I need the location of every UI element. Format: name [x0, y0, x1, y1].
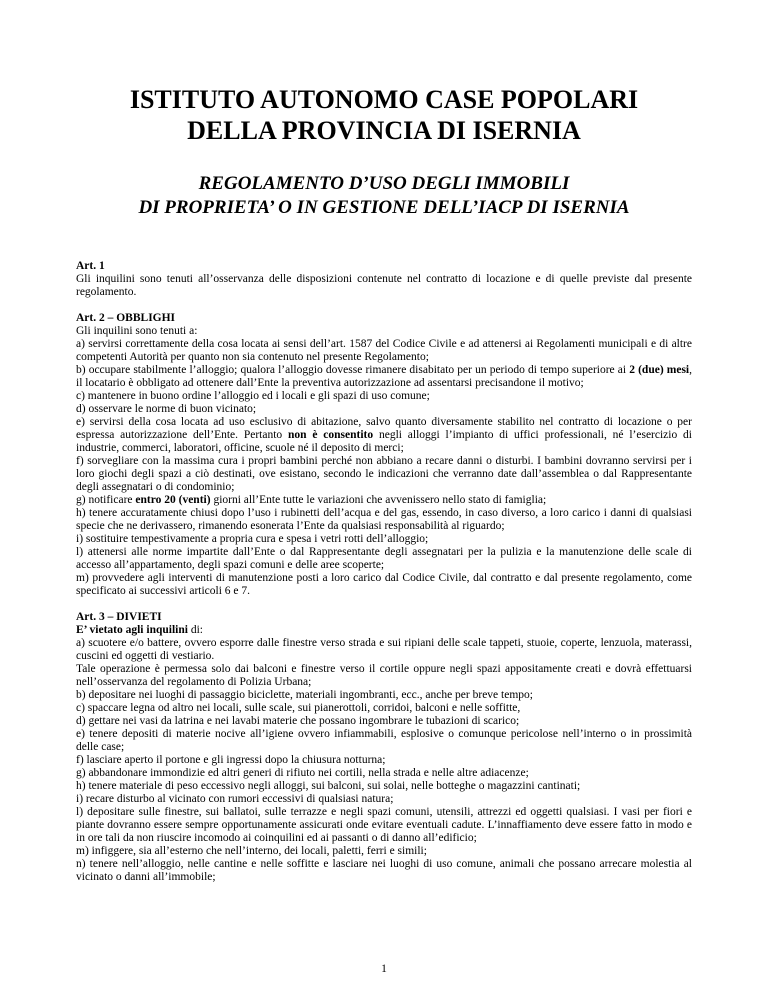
- article-2-item-g: [76, 494, 692, 507]
- article-2-item-h: h) tenere accuratamente chiusi dopo l’uso i rubinetti dell’acqua e del gas, essendo, in caso diverso, a loro carico i danni di qualsiasi specie che ne derivassero, rimanendo esonerata l’Ente da qualsiasi responsabilità al riguardo;: [76, 507, 692, 532]
- article-2-item-d: d) osservare le norme di buon vicinato;: [76, 403, 257, 415]
- document-title: [76, 0, 692, 146]
- article-2-item-e-post: negli alloggi l’impianto di uffici professionali, né l’esercizio di industrie, commerci, laboratori, officine, scuole né il deposito di merci;: [76, 429, 693, 454]
- article-2-item-c: c) mantenere in buono ordine l’alloggio ed i locali e gli spazi di uso comune;: [76, 390, 430, 402]
- article-2-item-b-bold: 2 (due) mesi: [629, 364, 690, 376]
- article-3-item-a-note: Tale operazione è permessa solo dai balconi e finestre verso il cortile oppure negli spazi appositamente creati e dovrà effettuarsi nell’osservanza del regolamento di Polizia Urbana;: [76, 663, 692, 688]
- article-3-item-i: i) recare disturbo al vicinato con rumori eccessivi di qualsiasi natura;: [76, 793, 394, 805]
- article-3-item-m: m) infiggere, sia all’esterno che nell’interno, dei locali, paletti, ferri e simili;: [76, 845, 427, 857]
- article-3: [76, 611, 692, 884]
- article-2-item-b: [76, 364, 692, 390]
- document-subtitle: [76, 146, 692, 220]
- title-line-2: DELLA PROVINCIA DI ISERNIA: [187, 116, 581, 145]
- article-3-item-n: n) tenere nell’alloggio, nelle cantine e nelle soffitte e lasciare nei luoghi di uso comune, animali che possano arrecare molestia al vicinato o danni all’immobile;: [76, 858, 692, 883]
- article-1-heading: Art. 1: [76, 260, 105, 272]
- article-3-heading: Art. 3 – DIVIETI: [76, 611, 162, 623]
- article-2-item-e-pre: e) servirsi della cosa locata ad uso esclusivo di abitazione, salvo quanto diversamente stabilito nel contratto di locazione o per espressa autorizzazione dell’Ente. Pertanto: [76, 416, 692, 441]
- article-2-item-b-pre: b) occupare stabilmente l’alloggio; qualora l’alloggio dovesse rimanere disabitato per un periodo di tempo superiore ai: [76, 364, 627, 376]
- article-3-item-a: a) scuotere e/o battere, ovvero esporre dalle finestre verso strada e sui ripiani delle scale tappeti, stuoie, coperte, lenzuola, materassi, cuscini ed oggetti di vestiario.: [76, 637, 692, 662]
- article-2-item-g-pre: g) notificare: [76, 494, 133, 506]
- article-2: [76, 312, 692, 598]
- article-3-item-h: h) tenere materiale di peso eccessivo negli alloggi, sui balconi, sui solai, nelle botteghe o magazzini cantinati;: [76, 780, 581, 792]
- article-2-intro: Gli inquilini sono tenuti a:: [76, 325, 198, 337]
- article-2-item-l: l) attenersi alle norme impartite dall’Ente o dal Rappresentante degli assegnatari per la pulizia e la manutenzione delle scale di accesso all’appartamento, degli spazi comuni e delle aree scoperte;: [76, 546, 692, 571]
- article-2-item-b-post: , il locatario è obbligato ad ottenere dall’Ente la preventiva autorizzazione ad assentarsi precisandone il motivo;: [76, 364, 692, 389]
- article-2-item-g-bold: entro 20 (venti): [135, 494, 211, 506]
- article-1-text: Gli inquilini sono tenuti all’osservanza delle disposizioni contenute nel contratto di locazione e di quelle previste dal presente regolamento.: [76, 273, 692, 298]
- article-3-intro-post: di:: [190, 624, 203, 636]
- article-2-heading: Art. 2 – OBBLIGHI: [76, 312, 176, 324]
- article-3-item-f: f) lasciare aperto il portone e gli ingressi dopo la chiusura notturna;: [76, 754, 386, 766]
- article-2-item-i: i) sostituire tempestivamente a propria cura e spesa i vetri rotti dell’alloggio;: [76, 533, 429, 545]
- article-3-intro: [76, 624, 692, 637]
- article-2-item-g-post: giorni all’Ente tutte le variazioni che avvenissero nello stato di famiglia;: [213, 494, 547, 506]
- title-line-1: ISTITUTO AUTONOMO CASE POPOLARI: [129, 85, 639, 114]
- article-3-intro-bold: E’ vietato agli inquilini: [76, 624, 188, 636]
- subtitle-line-2: DI PROPRIETA’ O IN GESTIONE DELL’IACP DI ISERNIA: [138, 197, 630, 218]
- article-2-item-a: a) servirsi correttamente della cosa locata ai sensi dell’art. 1587 del Codice Civile e ad attenersi ai Regolamenti municipali e di altre competenti Autorità per quanto non sia contenuto nel presente Regolamento;: [76, 338, 692, 363]
- page-number: 1: [381, 963, 387, 975]
- article-2-item-m: m) provvedere agli interventi di manutenzione posti a loro carico dal Codice Civile, dal contratto e dal presente regolamento, come specificato ai successivi articoli 6 e 7.: [76, 572, 692, 597]
- article-2-item-e-bold: non è consentito: [288, 429, 374, 441]
- article-3-item-l: l) depositare sulle finestre, sui ballatoi, sulle terrazze e negli spazi comuni, utensili, attrezzi ed oggetti qualsiasi. I vasi per fiori e piante dovranno essere sempre opportunamente assicurati onde evitare eventuali cadute. L’innaffiamento deve essere fatto in modo e in ore tali da non riuscire incomodo ai coinquilini ed ai passanti o di danno all’edificio;: [76, 806, 692, 844]
- article-3-item-c: c) spaccare legna od altro nei locali, sulle scale, sui pianerottoli, corridoi, balconi e nelle soffitte,: [76, 702, 521, 714]
- article-1: [76, 260, 692, 299]
- article-3-item-d: d) gettare nei vasi da latrina e nei lavabi materie che possano ingombrare le tubazioni di scarico;: [76, 715, 520, 727]
- subtitle-line-1: REGOLAMENTO D’USO DEGLI IMMOBILI: [198, 173, 570, 194]
- article-2-item-f: f) sorvegliare con la massima cura i propri bambini perché non abbiano a recare danni o disturbi. I bambini dovranno servirsi per i loro giochi degli spazi a ciò destinati, ove esistano, secondo le indicazioni che verranno date dall’assemblea o dal Rappresentante degli assegnatari o di condominio;: [76, 455, 692, 493]
- article-2-item-e: [76, 416, 692, 455]
- article-3-item-e: e) tenere depositi di materie nocive all’igiene ovvero infiammabili, esplosive o comunque pericolose nell’interno o in prossimità delle case;: [76, 728, 692, 753]
- document-body: [76, 260, 692, 884]
- article-3-item-g: g) abbandonare immondizie ed altri generi di rifiuto nei cortili, nella strada e nelle altre adiacenze;: [76, 767, 529, 779]
- article-3-item-b: b) depositare nei luoghi di passaggio biciclette, materiali ingombranti, ecc., anche per breve tempo;: [76, 689, 533, 701]
